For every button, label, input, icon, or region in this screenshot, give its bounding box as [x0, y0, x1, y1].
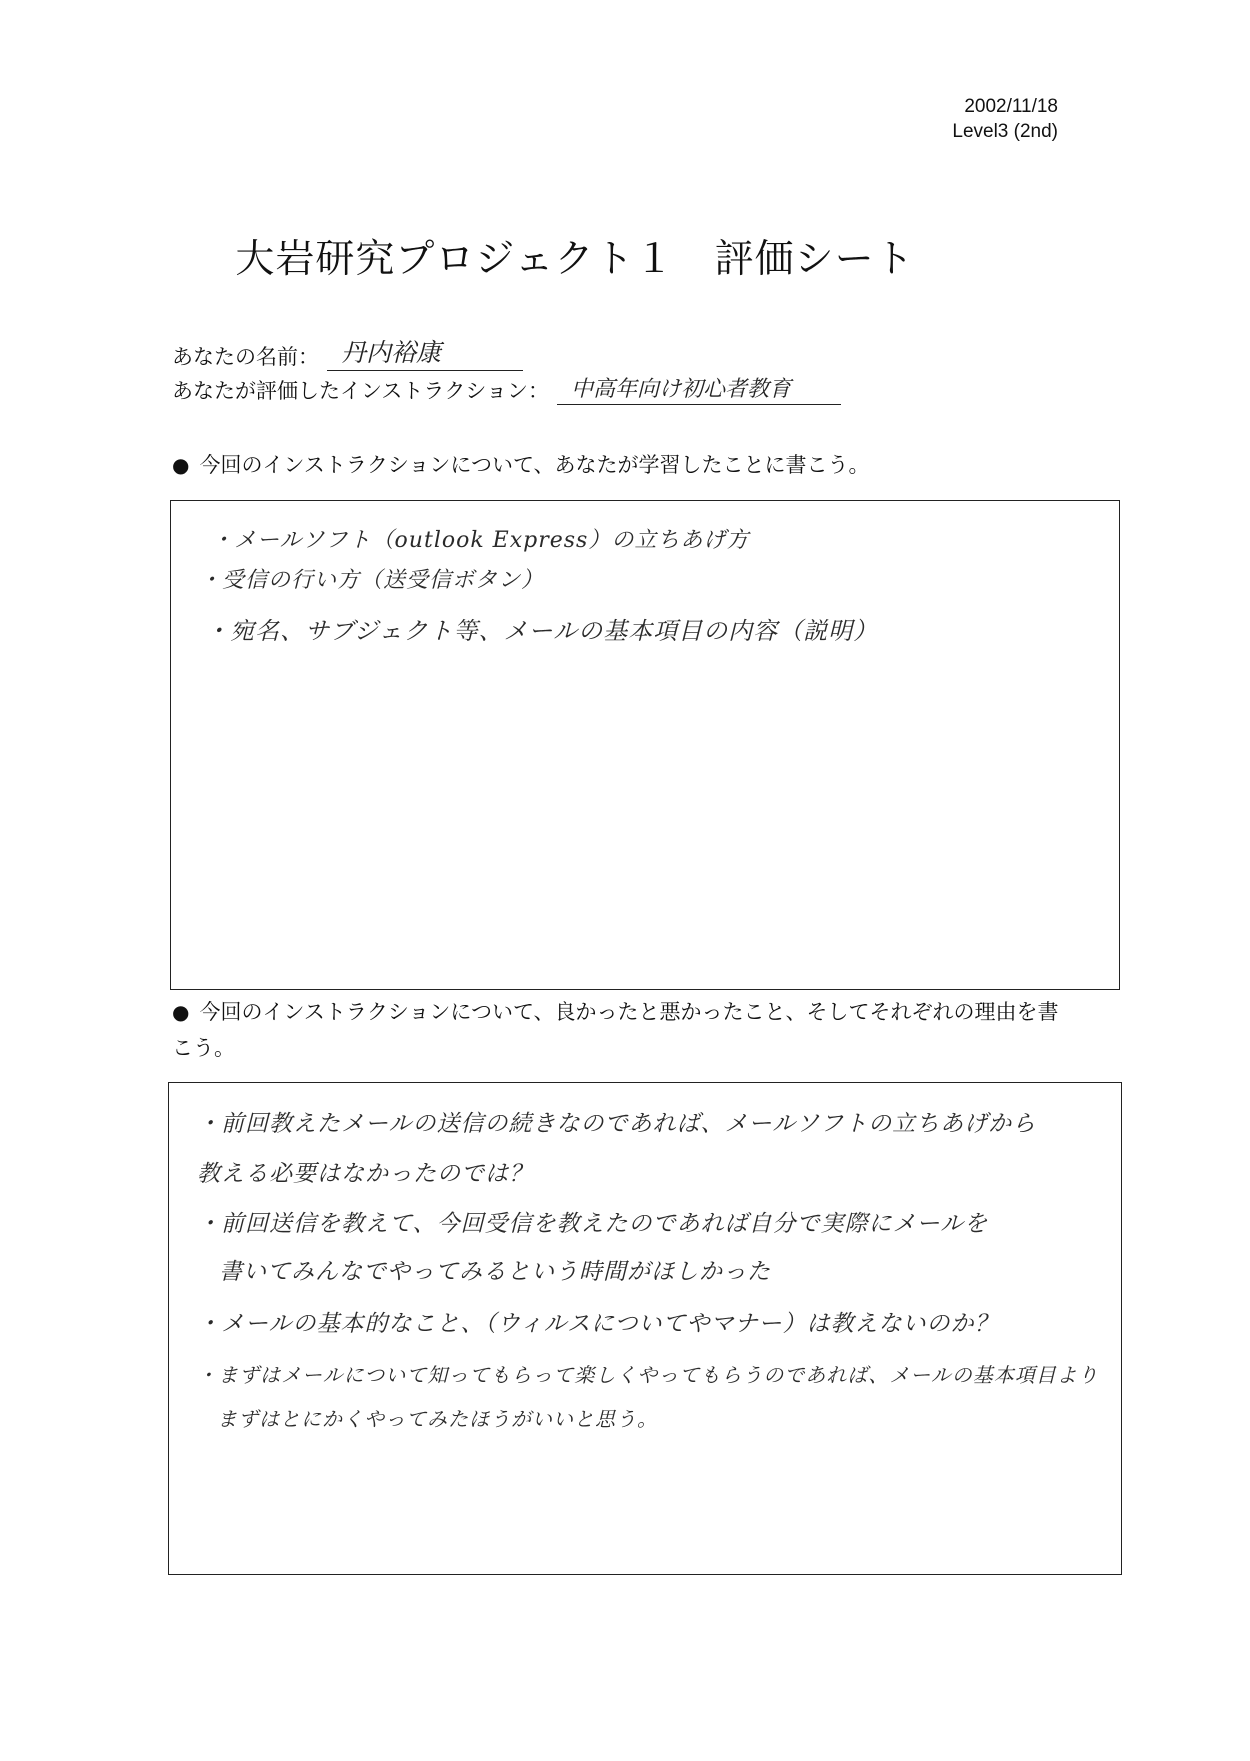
bullet-icon: ●	[172, 453, 190, 477]
answer-line: ・まずはメールについて知ってもらって楽しくやってもらうのであれば、メールの基本項目より	[197, 1363, 1099, 1387]
answer-box-2	[168, 1082, 1122, 1575]
answer-line: 書いてみんなでやってみるという時間がほしかった	[219, 1259, 771, 1285]
answer-line: ・メールソフト（outlook Express）の立ちあげ方	[211, 528, 750, 553]
answer-line: ・前回送信を教えて、今回受信を教えたのであれば自分で実際にメールを	[197, 1211, 989, 1237]
question-1	[172, 447, 1072, 483]
bullet-icon: ●	[172, 1000, 190, 1024]
question-1-text: 今回のインストラクションについて、あなたが学習したことに書こう。	[199, 453, 870, 477]
question-2	[172, 994, 1072, 1066]
document-level: Level3 (2nd)	[952, 121, 1058, 142]
answer-box-1	[170, 500, 1120, 990]
answer-line: ・メールの基本的なこと、（ウィルスについてやマナー）は教えないのか？	[197, 1311, 999, 1337]
answer-line: ・宛名、サブジェクト等、メールの基本項目の内容（説明）	[205, 617, 879, 645]
document-date: 2002/11/18	[964, 96, 1058, 117]
answer-line: ・受信の行い方（送受信ボタン）	[199, 568, 545, 593]
answer-line: 教える必要はなかったのでは？	[197, 1161, 533, 1187]
name-field-row	[172, 333, 523, 371]
answer-line: ・前回教えたメールの送信の続きなのであれば、メールソフトの立ちあげから	[197, 1111, 1037, 1137]
instruction-label: あなたが評価したインストラクション：	[172, 379, 549, 403]
name-label: あなたの名前：	[172, 345, 319, 369]
name-value: 丹内裕康	[327, 333, 523, 371]
instruction-value: 中高年向け初心者教育	[557, 372, 841, 405]
page-title: 大岩研究プロジェクト１ 評価シート	[235, 237, 915, 282]
instruction-field-row	[172, 372, 841, 405]
header-meta	[952, 94, 1058, 144]
answer-line: まずはとにかくやってみたほうがいいと思う。	[217, 1407, 658, 1431]
question-2-text: 今回のインストラクションについて、良かったと悪かったこと、そしてそれぞれの理由を書こう。	[172, 1000, 1059, 1060]
